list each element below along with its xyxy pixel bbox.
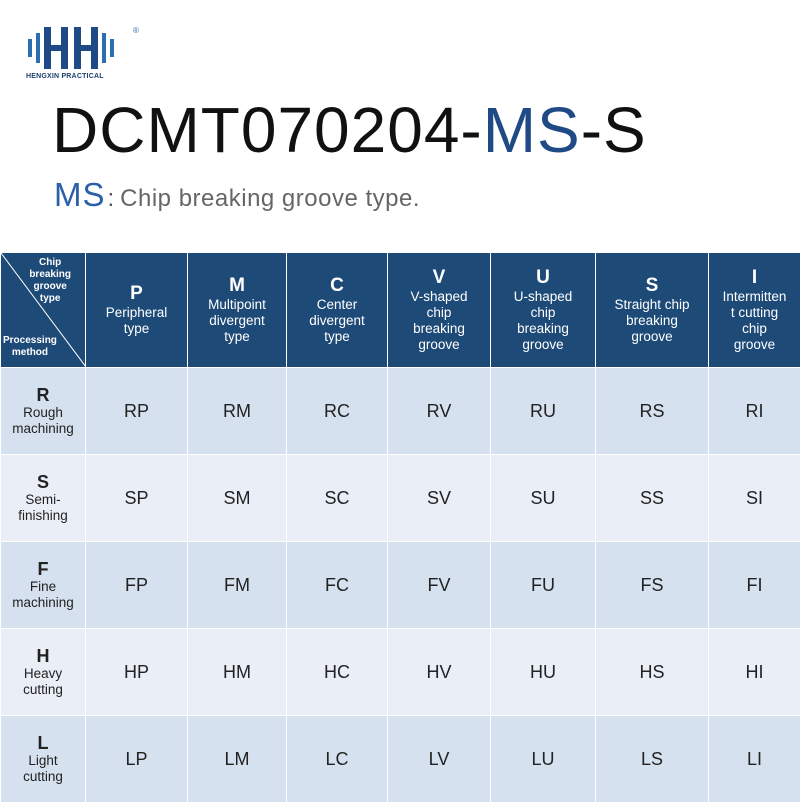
table-cell: HI [709,629,800,716]
column-name-line: groove [388,337,490,353]
column-name-line: breaking [596,313,708,329]
table-row [1,455,800,542]
row-header-f [1,542,86,629]
column-header-v [388,253,491,368]
table-cell: SS [596,455,709,542]
corner-bottom-line: method [3,347,57,359]
page-title [52,92,647,168]
column-name-line: groove [596,329,708,345]
row-letter: S [1,472,85,492]
table-cell: LM [188,716,287,803]
corner-top-line: breaking [29,269,71,281]
column-name-line: Multipoint [188,297,286,313]
column-header-m [188,253,287,368]
table-cell: FV [388,542,491,629]
title-prefix: DCMT070204- [52,94,483,166]
column-name-line: t cutting [709,305,800,321]
subtitle-colon: : [108,185,115,212]
table-cell: RP [86,368,188,455]
row-name-line: Semi- [1,492,85,508]
table-cell: FS [596,542,709,629]
column-letter: P [86,283,187,305]
title-suffix: -S [581,94,647,166]
column-header-s [596,253,709,368]
page-subtitle [54,176,420,214]
table-cell: HP [86,629,188,716]
column-name-line: divergent [287,313,387,329]
table-cell: RC [287,368,388,455]
column-name-line: Peripheral [86,305,187,321]
column-name-line: type [86,321,187,337]
brand-name: HENGXIN PRACTICAL [26,73,104,80]
column-letter: I [709,267,800,289]
brand-logo [26,24,118,82]
table-cell: RU [491,368,596,455]
column-name-line: groove [709,337,800,353]
table-cell: HV [388,629,491,716]
column-name-line: chip [491,305,595,321]
table-cell: SU [491,455,596,542]
table-cell: LV [388,716,491,803]
row-letter: H [1,646,85,666]
table-cell: LU [491,716,596,803]
row-name-line: Heavy [1,666,85,682]
corner-bottom-line: Processing [3,335,57,347]
table-cell: RM [188,368,287,455]
column-name-line: chip [709,321,800,337]
title-highlight: MS [483,94,581,166]
table-cell: FP [86,542,188,629]
table-row [1,629,800,716]
table-cell: SI [709,455,800,542]
row-name-line: machining [1,421,85,437]
table-row [1,368,800,455]
column-header-u [491,253,596,368]
table-cell: LI [709,716,800,803]
corner-top-line: groove [29,281,71,293]
column-letter: C [287,275,387,297]
table-cell: SP [86,455,188,542]
table-cell: FM [188,542,287,629]
column-name-line: type [188,329,286,345]
row-header-r [1,368,86,455]
registered-mark: ® [133,26,139,35]
table-cell: LS [596,716,709,803]
row-letter: L [1,733,85,753]
column-name-line: Center [287,297,387,313]
row-letter: F [1,559,85,579]
column-letter: U [491,267,595,289]
row-header-s [1,455,86,542]
table-row [1,542,800,629]
column-letter: M [188,275,286,297]
table-cell: RS [596,368,709,455]
corner-top-line: type [29,293,71,305]
table-header-row [1,253,800,368]
column-name-line: breaking [491,321,595,337]
hengxin-logo-icon [26,24,118,70]
column-name-line: Intermitten [709,289,800,305]
groove-type-table [0,252,800,803]
table-cell: LP [86,716,188,803]
column-name-line: type [287,329,387,345]
table-cell: FI [709,542,800,629]
subtitle-description: Chip breaking groove type. [120,185,420,212]
column-name-line: chip [388,305,490,321]
table-cell: HM [188,629,287,716]
column-name-line: divergent [188,313,286,329]
table-cell: FU [491,542,596,629]
column-name-line: V-shaped [388,289,490,305]
table-cell: LC [287,716,388,803]
row-name-line: machining [1,595,85,611]
column-name-line: groove [491,337,595,353]
corner-top-label [29,257,71,305]
subtitle-code: MS [54,176,106,213]
row-name-line: cutting [1,769,85,785]
corner-top-line: Chip [29,257,71,269]
column-header-p [86,253,188,368]
row-header-l [1,716,86,803]
row-header-h [1,629,86,716]
column-letter: S [596,275,708,297]
column-header-i [709,253,800,368]
row-name-line: cutting [1,682,85,698]
column-header-c [287,253,388,368]
row-name-line: finishing [1,508,85,524]
table-cell: RV [388,368,491,455]
row-name-line: Light [1,753,85,769]
corner-bottom-label [3,335,57,359]
table-cell: SM [188,455,287,542]
column-letter: V [388,267,490,289]
row-name-line: Fine [1,579,85,595]
table-cell: SC [287,455,388,542]
table-cell: HS [596,629,709,716]
column-name-line: U-shaped [491,289,595,305]
row-name-line: Rough [1,405,85,421]
table-cell: SV [388,455,491,542]
table-cell: FC [287,542,388,629]
table-cell: RI [709,368,800,455]
table-cell: HC [287,629,388,716]
table-row [1,716,800,803]
column-name-line: breaking [388,321,490,337]
column-name-line: Straight chip [596,297,708,313]
table-corner-cell [1,253,86,368]
table-cell: HU [491,629,596,716]
row-letter: R [1,385,85,405]
